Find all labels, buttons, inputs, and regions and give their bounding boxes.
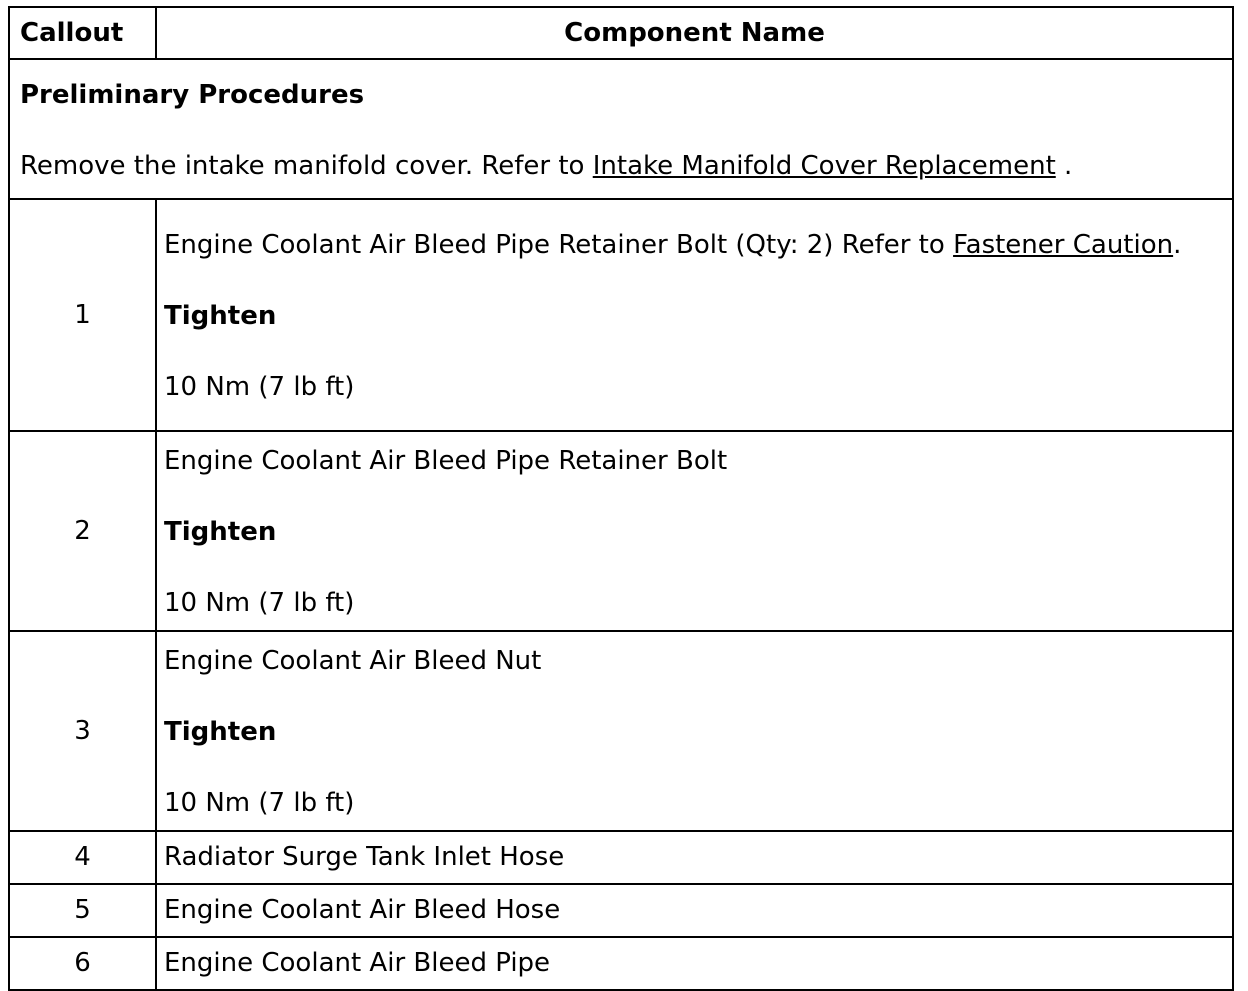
table-row	[9, 831, 1233, 884]
preliminary-row	[9, 59, 1233, 199]
preliminary-text	[20, 151, 1072, 181]
component-description	[156, 431, 1233, 631]
preliminary-text-after: .	[1055, 151, 1073, 181]
callout-header: Callout	[9, 7, 156, 59]
intake-manifold-cover-link[interactable]: Intake Manifold Cover Replacement	[592, 151, 1056, 181]
table-row	[9, 937, 1233, 990]
component-name: Engine Coolant Air Bleed Nut	[164, 645, 542, 676]
component-name: Radiator Surge Tank Inlet Hose	[156, 831, 1233, 884]
callout-number: 3	[9, 631, 156, 831]
fastener-caution-link[interactable]: Fastener Caution	[953, 229, 1174, 260]
preliminary-title: Preliminary Procedures	[20, 80, 365, 110]
tighten-label: Tighten	[164, 516, 277, 547]
torque-spec: 10 Nm (7 lb ft)	[164, 587, 355, 618]
torque-spec: 10 Nm (7 lb ft)	[164, 787, 355, 818]
torque-spec: 10 Nm (7 lb ft)	[164, 371, 355, 402]
callout-number: 6	[9, 937, 156, 990]
callout-number: 4	[9, 831, 156, 884]
component-name-after: .	[1173, 229, 1182, 260]
component-name: Engine Coolant Air Bleed Hose	[156, 884, 1233, 937]
table-row	[9, 631, 1233, 831]
component-description	[156, 199, 1233, 431]
table-row	[9, 884, 1233, 937]
component-name: Engine Coolant Air Bleed Pipe	[156, 937, 1233, 990]
header-row	[9, 7, 1233, 59]
tighten-label: Tighten	[164, 300, 277, 331]
component-name-header: Component Name	[156, 7, 1233, 59]
component-table	[8, 6, 1234, 991]
component-description	[156, 631, 1233, 831]
preliminary-cell	[9, 59, 1233, 199]
callout-number: 2	[9, 431, 156, 631]
callout-number: 1	[9, 199, 156, 431]
preliminary-text-before: Remove the intake manifold cover. Refer to	[20, 151, 593, 181]
callout-number: 5	[9, 884, 156, 937]
table-row	[9, 431, 1233, 631]
component-name-before: Engine Coolant Air Bleed Pipe Retainer Bolt (Qty: 2) Refer to	[164, 229, 954, 260]
component-name: Engine Coolant Air Bleed Pipe Retainer Bolt	[164, 445, 728, 476]
component-name	[164, 229, 1224, 262]
table-row	[9, 199, 1233, 431]
tighten-label: Tighten	[164, 716, 277, 747]
